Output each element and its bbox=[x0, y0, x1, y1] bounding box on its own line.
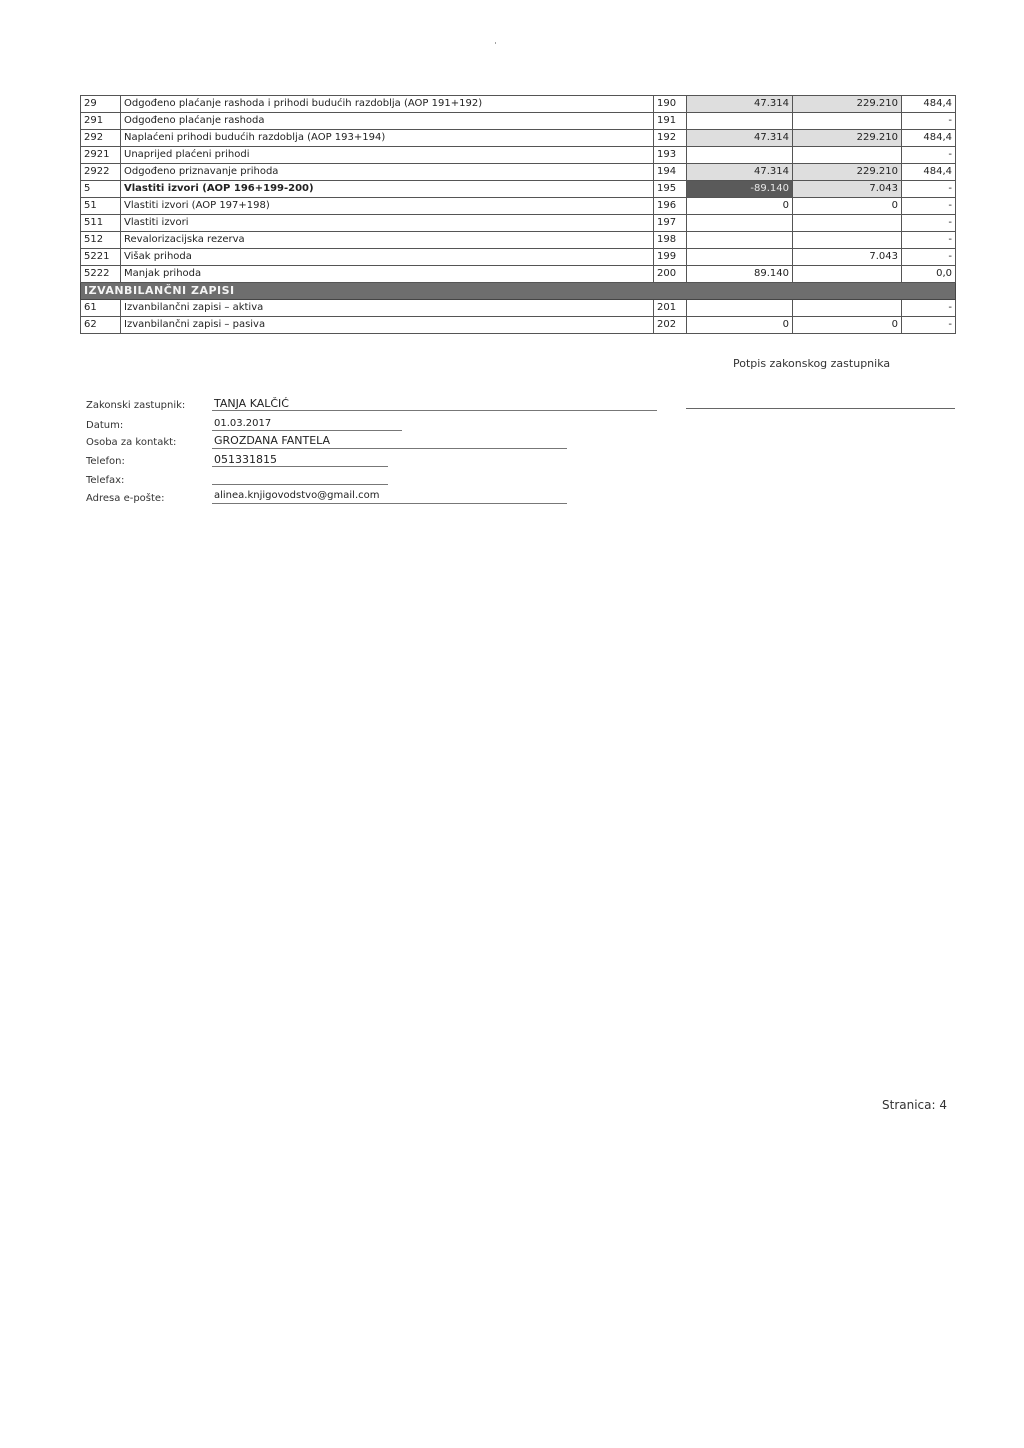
previous-year-value: 47.314 bbox=[687, 96, 793, 113]
previous-year-value bbox=[687, 113, 793, 130]
index-value: - bbox=[902, 215, 956, 232]
table-row bbox=[81, 198, 956, 215]
account-code: 51 bbox=[81, 198, 121, 215]
representative-label: Zakonski zastupnik: bbox=[86, 400, 186, 411]
date-underline bbox=[212, 430, 402, 431]
account-description: Revalorizacijska rezerva bbox=[121, 232, 654, 249]
account-description: Odgođeno plaćanje rashoda i prihodi budućih razdoblja (AOP 191+192) bbox=[121, 96, 654, 113]
previous-year-value: 89.140 bbox=[687, 266, 793, 283]
table-row bbox=[81, 147, 956, 164]
index-value: 484,4 bbox=[902, 130, 956, 147]
index-value: - bbox=[902, 300, 956, 317]
index-value: - bbox=[902, 249, 956, 266]
aop-number: 192 bbox=[654, 130, 687, 147]
signature-line bbox=[686, 408, 955, 409]
aop-number: 193 bbox=[654, 147, 687, 164]
current-year-value: 7.043 bbox=[793, 249, 902, 266]
current-year-value bbox=[793, 147, 902, 164]
current-year-value bbox=[793, 266, 902, 283]
account-code: 61 bbox=[81, 300, 121, 317]
account-description: Vlastiti izvori (AOP 196+199-200) bbox=[121, 181, 654, 198]
account-code: 5221 bbox=[81, 249, 121, 266]
email-value: alinea.knjigovodstvo@gmail.com bbox=[214, 490, 380, 501]
index-value: - bbox=[902, 147, 956, 164]
previous-year-value: -89.140 bbox=[687, 181, 793, 198]
representative-underline bbox=[212, 410, 657, 411]
table-row bbox=[81, 130, 956, 147]
date-label: Datum: bbox=[86, 420, 124, 431]
date-value: 01.03.2017 bbox=[214, 418, 272, 429]
aop-number: 194 bbox=[654, 164, 687, 181]
account-description: Vlastiti izvori bbox=[121, 215, 654, 232]
aop-number: 199 bbox=[654, 249, 687, 266]
current-year-value: 229.210 bbox=[793, 96, 902, 113]
scan-speck: ˙ bbox=[493, 42, 498, 53]
contact-value: GROZDANA FANTELA bbox=[214, 434, 331, 447]
account-code: 292 bbox=[81, 130, 121, 147]
previous-year-value bbox=[687, 147, 793, 164]
index-value: - bbox=[902, 232, 956, 249]
table-row bbox=[81, 232, 956, 249]
index-value: 484,4 bbox=[902, 96, 956, 113]
current-year-value bbox=[793, 215, 902, 232]
current-year-value bbox=[793, 113, 902, 130]
previous-year-value bbox=[687, 249, 793, 266]
index-value: 0,0 bbox=[902, 266, 956, 283]
phone-underline bbox=[212, 466, 388, 467]
current-year-value: 229.210 bbox=[793, 130, 902, 147]
index-value: - bbox=[902, 317, 956, 334]
section-title: IZVANBILANČNI ZAPISI bbox=[81, 283, 956, 300]
account-description: Izvanbilančni zapisi – pasiva bbox=[121, 317, 654, 334]
signature-label: Potpis zakonskog zastupnika bbox=[733, 357, 891, 370]
account-code: 62 bbox=[81, 317, 121, 334]
account-code: 2922 bbox=[81, 164, 121, 181]
table-row bbox=[81, 164, 956, 181]
account-code: 511 bbox=[81, 215, 121, 232]
email-label: Adresa e-pošte: bbox=[86, 493, 165, 504]
current-year-value: 0 bbox=[793, 317, 902, 334]
previous-year-value bbox=[687, 300, 793, 317]
account-description: Višak prihoda bbox=[121, 249, 654, 266]
index-value: - bbox=[902, 113, 956, 130]
table-row bbox=[81, 96, 956, 113]
account-description: Odgođeno priznavanje prihoda bbox=[121, 164, 654, 181]
account-description: Unaprijed plaćeni prihodi bbox=[121, 147, 654, 164]
page-number: Stranica: 4 bbox=[882, 1098, 947, 1112]
previous-year-value: 47.314 bbox=[687, 130, 793, 147]
index-value: - bbox=[902, 198, 956, 215]
table-row bbox=[81, 181, 956, 198]
representative-value: TANJA KALČIĆ bbox=[214, 397, 289, 410]
aop-number: 202 bbox=[654, 317, 687, 334]
account-description: Izvanbilančni zapisi – aktiva bbox=[121, 300, 654, 317]
account-description: Odgođeno plaćanje rashoda bbox=[121, 113, 654, 130]
current-year-value bbox=[793, 232, 902, 249]
contact-label: Osoba za kontakt: bbox=[86, 437, 177, 448]
aop-number: 198 bbox=[654, 232, 687, 249]
table-row bbox=[81, 266, 956, 283]
account-code: 5222 bbox=[81, 266, 121, 283]
account-description: Manjak prihoda bbox=[121, 266, 654, 283]
current-year-value bbox=[793, 300, 902, 317]
aop-number: 191 bbox=[654, 113, 687, 130]
balance-sheet-table bbox=[80, 95, 956, 334]
table-row bbox=[81, 249, 956, 266]
current-year-value: 229.210 bbox=[793, 164, 902, 181]
fax-label: Telefax: bbox=[86, 475, 125, 486]
account-code: 5 bbox=[81, 181, 121, 198]
phone-label: Telefon: bbox=[86, 456, 125, 467]
account-code: 29 bbox=[81, 96, 121, 113]
current-year-value: 7.043 bbox=[793, 181, 902, 198]
table-row bbox=[81, 215, 956, 232]
aop-number: 197 bbox=[654, 215, 687, 232]
aop-number: 200 bbox=[654, 266, 687, 283]
phone-value: 051331815 bbox=[214, 453, 277, 466]
fax-underline bbox=[212, 484, 388, 485]
previous-year-value bbox=[687, 232, 793, 249]
account-code: 2921 bbox=[81, 147, 121, 164]
previous-year-value bbox=[687, 215, 793, 232]
account-description: Naplaćeni prihodi budućih razdoblja (AOP 193+194) bbox=[121, 130, 654, 147]
email-underline bbox=[212, 503, 567, 504]
aop-number: 196 bbox=[654, 198, 687, 215]
account-code: 512 bbox=[81, 232, 121, 249]
aop-number: 201 bbox=[654, 300, 687, 317]
previous-year-value: 47.314 bbox=[687, 164, 793, 181]
previous-year-value: 0 bbox=[687, 198, 793, 215]
table-row bbox=[81, 300, 956, 317]
account-description: Vlastiti izvori (AOP 197+198) bbox=[121, 198, 654, 215]
index-value: 484,4 bbox=[902, 164, 956, 181]
table-row bbox=[81, 317, 956, 334]
account-code: 291 bbox=[81, 113, 121, 130]
contact-underline bbox=[212, 448, 567, 449]
section-header-row bbox=[81, 283, 956, 300]
aop-number: 190 bbox=[654, 96, 687, 113]
previous-year-value: 0 bbox=[687, 317, 793, 334]
index-value: - bbox=[902, 181, 956, 198]
current-year-value: 0 bbox=[793, 198, 902, 215]
aop-number: 195 bbox=[654, 181, 687, 198]
table-row bbox=[81, 113, 956, 130]
